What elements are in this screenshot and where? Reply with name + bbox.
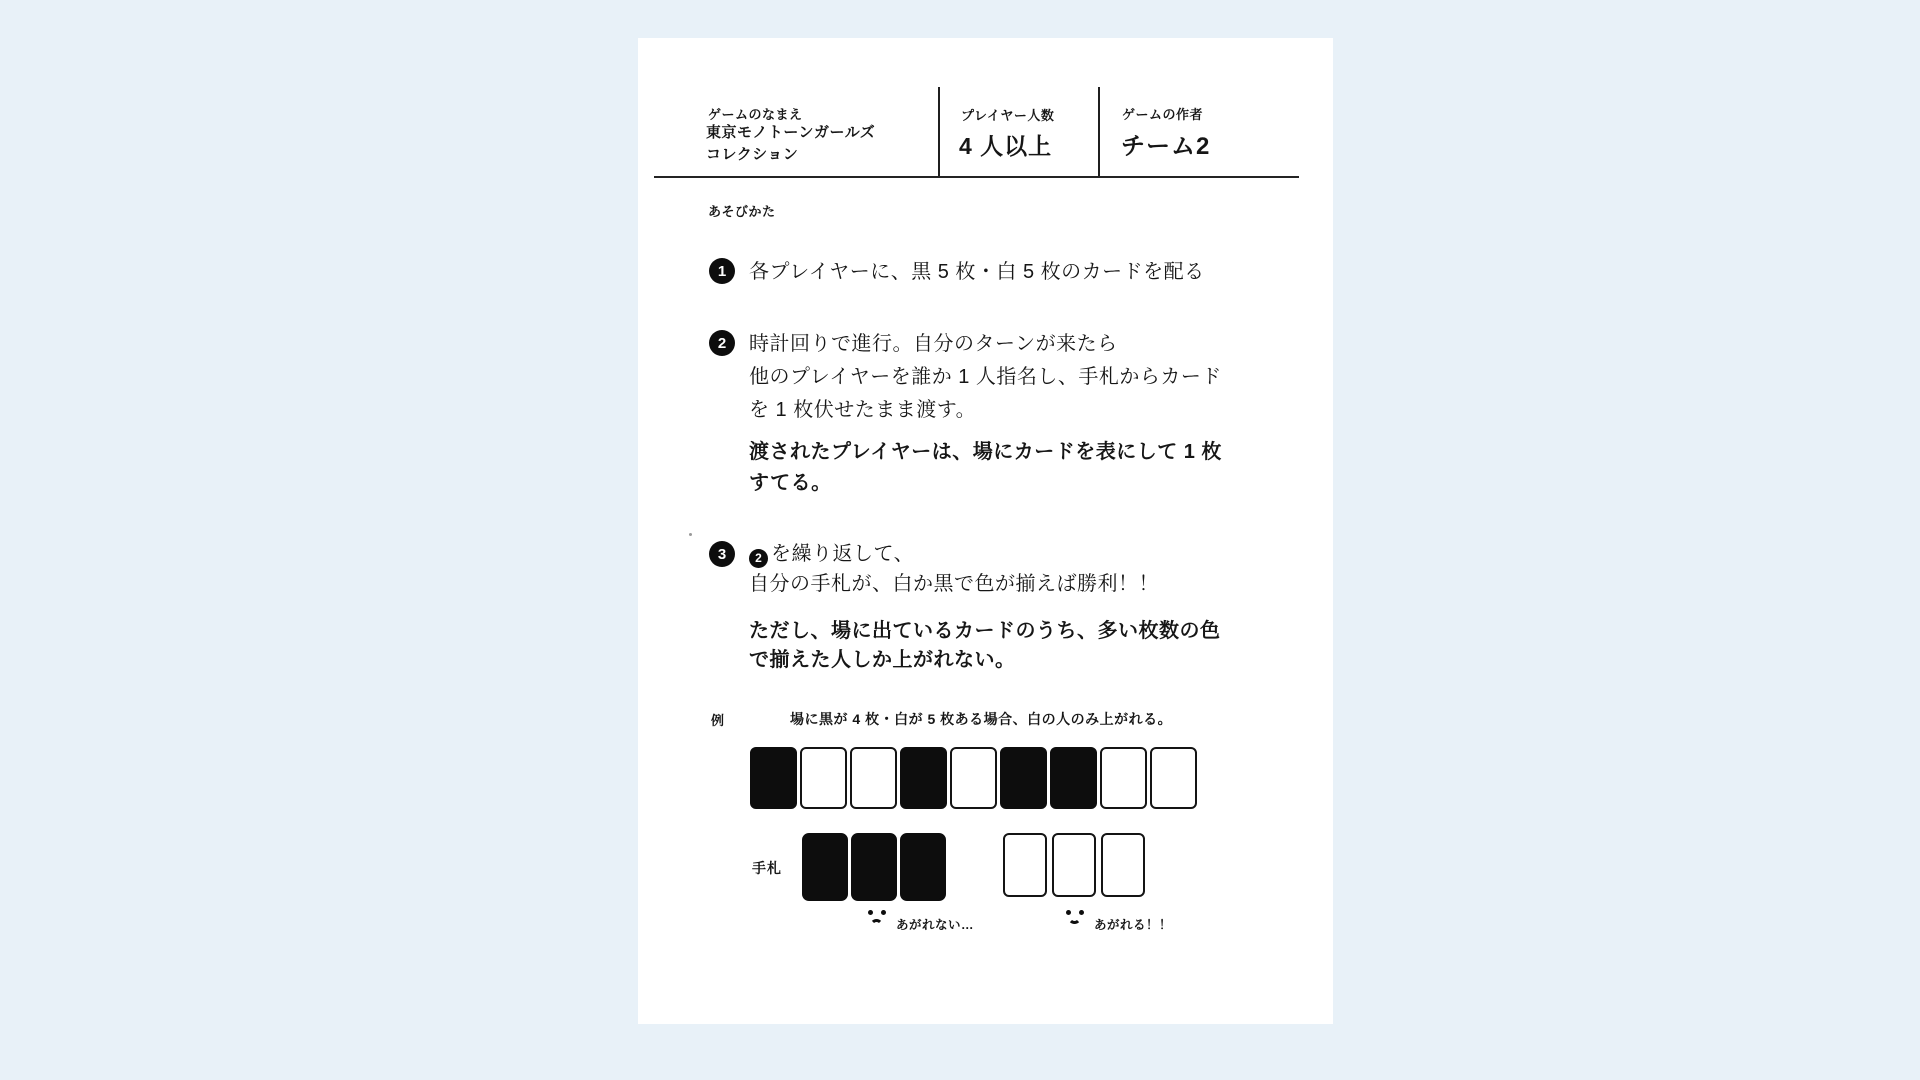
step3-line1-text: を繰り返して、 <box>771 543 915 565</box>
white-card <box>850 747 897 809</box>
step3-number-badge: 3 <box>709 541 735 567</box>
white-card <box>1052 833 1096 897</box>
step3-bold-note <box>749 617 1221 675</box>
example-label: 例 <box>711 713 725 728</box>
step2-number-badge: 2 <box>709 330 735 356</box>
white-card <box>1101 833 1145 897</box>
step2-bold-note <box>749 437 1222 499</box>
black-card <box>900 833 946 901</box>
happy-face-icon <box>1064 910 1086 932</box>
hand-black-cards-row <box>802 833 946 901</box>
step3-bold-line1: ただし、場に出ているカードのうち、多い枚数の色 <box>749 620 1221 642</box>
game-name-line2: コレクション <box>706 146 799 163</box>
step2-line1: 時計回りで進行。自分のターンが来たら <box>749 333 1118 355</box>
header-rule <box>654 176 1299 178</box>
lose-caption: あがれない… <box>896 918 975 932</box>
black-card <box>851 833 897 901</box>
game-name-line1: 東京モノトーンガールズ <box>706 124 876 141</box>
step1-number-badge: 1 <box>709 258 735 284</box>
white-card <box>1100 747 1147 809</box>
field-cards-row <box>750 747 1197 809</box>
header-divider-2 <box>1098 87 1100 176</box>
author-label: ゲームの作者 <box>1122 107 1204 122</box>
black-card <box>1050 747 1097 809</box>
players-value: 4 人以上 <box>959 133 1053 159</box>
step2-line2: 他のプレイヤーを誰か 1 人指名し、手札からカード <box>749 366 1222 388</box>
step2-reference-badge: 2 <box>749 549 768 568</box>
white-card <box>1003 833 1047 897</box>
step1-text <box>749 259 1205 285</box>
white-card <box>950 747 997 809</box>
win-caption: あがれる！！ <box>1094 918 1173 932</box>
how-to-play-heading: あそびかた <box>708 204 776 219</box>
step2-text <box>749 328 1222 427</box>
game-name-value <box>706 122 875 166</box>
step3-bold-line2: で揃えた人しか上がれない。 <box>749 649 1016 671</box>
happy-face-mouth <box>1068 911 1081 924</box>
black-card <box>802 833 848 901</box>
black-card <box>750 747 797 809</box>
game-name-label: ゲームのなまえ <box>708 107 803 122</box>
step3-line1 <box>749 539 1159 569</box>
header-divider-1 <box>938 87 940 176</box>
sad-face-left-eye <box>868 910 873 915</box>
step2-bold-line2: すてる。 <box>749 472 832 494</box>
sad-face-right-eye <box>881 910 886 915</box>
author-value: チーム2 <box>1121 133 1211 160</box>
hand-white-cards-row <box>1003 833 1145 897</box>
white-card <box>1150 747 1197 809</box>
black-card <box>1000 747 1047 809</box>
sad-face-icon <box>866 910 888 932</box>
white-card <box>800 747 847 809</box>
example-caption: 場に黒が 4 枚・白が 5 枚ある場合、白の人のみ上がれる。 <box>790 711 1173 727</box>
step3-text <box>749 539 1159 599</box>
sad-face-mouth <box>870 919 883 932</box>
players-label: プレイヤー人数 <box>961 108 1055 123</box>
rules-sheet-page <box>638 38 1333 1024</box>
black-card <box>900 747 947 809</box>
step2-bold-line1: 渡されたプレイヤーは、場にカードを表にして 1 枚 <box>749 441 1222 463</box>
step1-line1: 各プレイヤーに、黒 5 枚・白 5 枚のカードを配る <box>749 261 1205 283</box>
step3-line2: 自分の手札が、白か黒で色が揃えば勝利！！ <box>749 573 1159 595</box>
step2-line3: を 1 枚伏せたまま渡す。 <box>749 399 977 421</box>
scan-artifact-dot <box>689 533 692 536</box>
hand-label: 手札 <box>752 860 782 876</box>
